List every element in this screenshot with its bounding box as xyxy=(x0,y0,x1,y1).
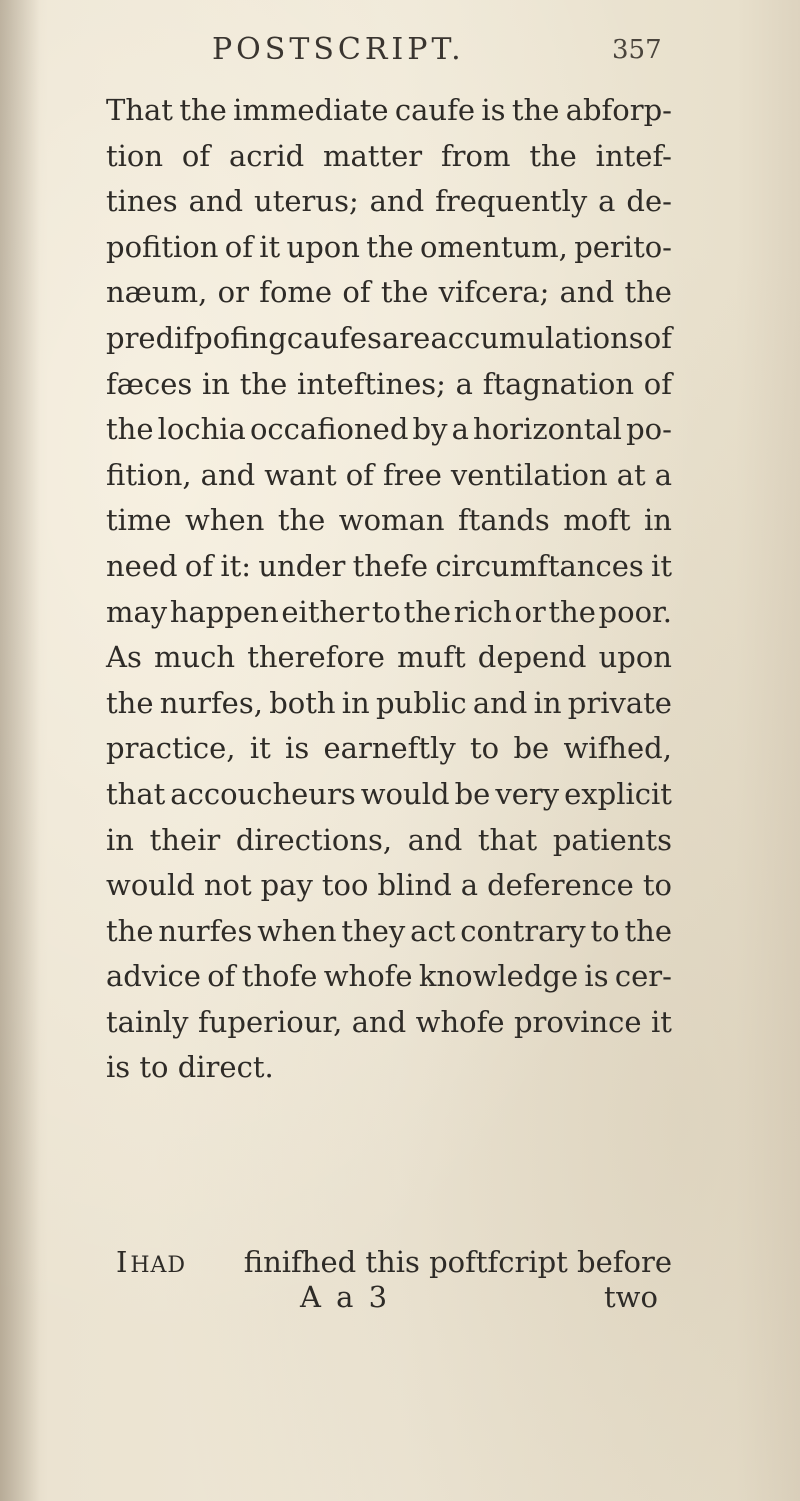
final-paragraph xyxy=(116,1242,672,1282)
text-line: tainly fuperiour, and whofe province it xyxy=(106,1004,672,1039)
text-line: in their directions, and that patients xyxy=(106,822,672,857)
text-line: predifpofing caufes are accumulations of xyxy=(106,320,672,355)
text-line: fition, and want of free ventilation at a xyxy=(106,457,672,492)
text-line: may happen either to the rich or the poor. xyxy=(106,594,672,629)
catchword: two xyxy=(604,1280,658,1314)
final-paragraph-opening: I HAD xyxy=(116,1245,187,1279)
text-line: fæces in the inteftines; a ftagnation of xyxy=(106,366,672,401)
body-paragraph xyxy=(106,88,672,1091)
text-line: the nurfes, both in public and in private xyxy=(106,685,672,720)
text-line: the lochia occafioned by a horizontal po- xyxy=(106,412,672,447)
page-number: 357 xyxy=(612,35,662,65)
text-line: pofition of it upon the omentum, perito- xyxy=(106,229,672,264)
running-title: POSTSCRIPT. xyxy=(212,32,465,67)
final-paragraph-line xyxy=(116,1242,672,1282)
text-line: practice, it is earneftly to be wifhed, xyxy=(106,731,672,766)
text-line: that accoucheurs would be very explicit xyxy=(106,776,672,811)
text-line: As much therefore muft depend upon xyxy=(106,640,672,675)
text-line: need of it: under thefe circumftances it xyxy=(106,548,672,583)
running-head xyxy=(0,32,800,76)
text-line: time when the woman ftands moft in xyxy=(106,503,672,538)
text-line: would not pay too blind a deference to xyxy=(106,868,672,903)
text-line: næum, or fome of the vifcera; and the xyxy=(106,275,672,310)
text-line: tines and uterus; and frequently a de- xyxy=(106,184,672,219)
page-footer xyxy=(0,1280,800,1320)
text-line: the nurfes when they act contrary to the xyxy=(106,913,672,948)
final-paragraph-rest: finifhed this poftfcript before xyxy=(243,1245,672,1279)
text-line: That the immediate caufe is the abforp- xyxy=(106,93,672,127)
text-line: is to direct. xyxy=(106,1050,274,1085)
text-line: tion of acrid matter from the intef- xyxy=(106,138,672,173)
signature-mark: A a 3 xyxy=(300,1280,391,1314)
text-line: advice of thofe whofe knowledge is cer- xyxy=(106,959,672,994)
binding-shadow xyxy=(0,0,40,1501)
